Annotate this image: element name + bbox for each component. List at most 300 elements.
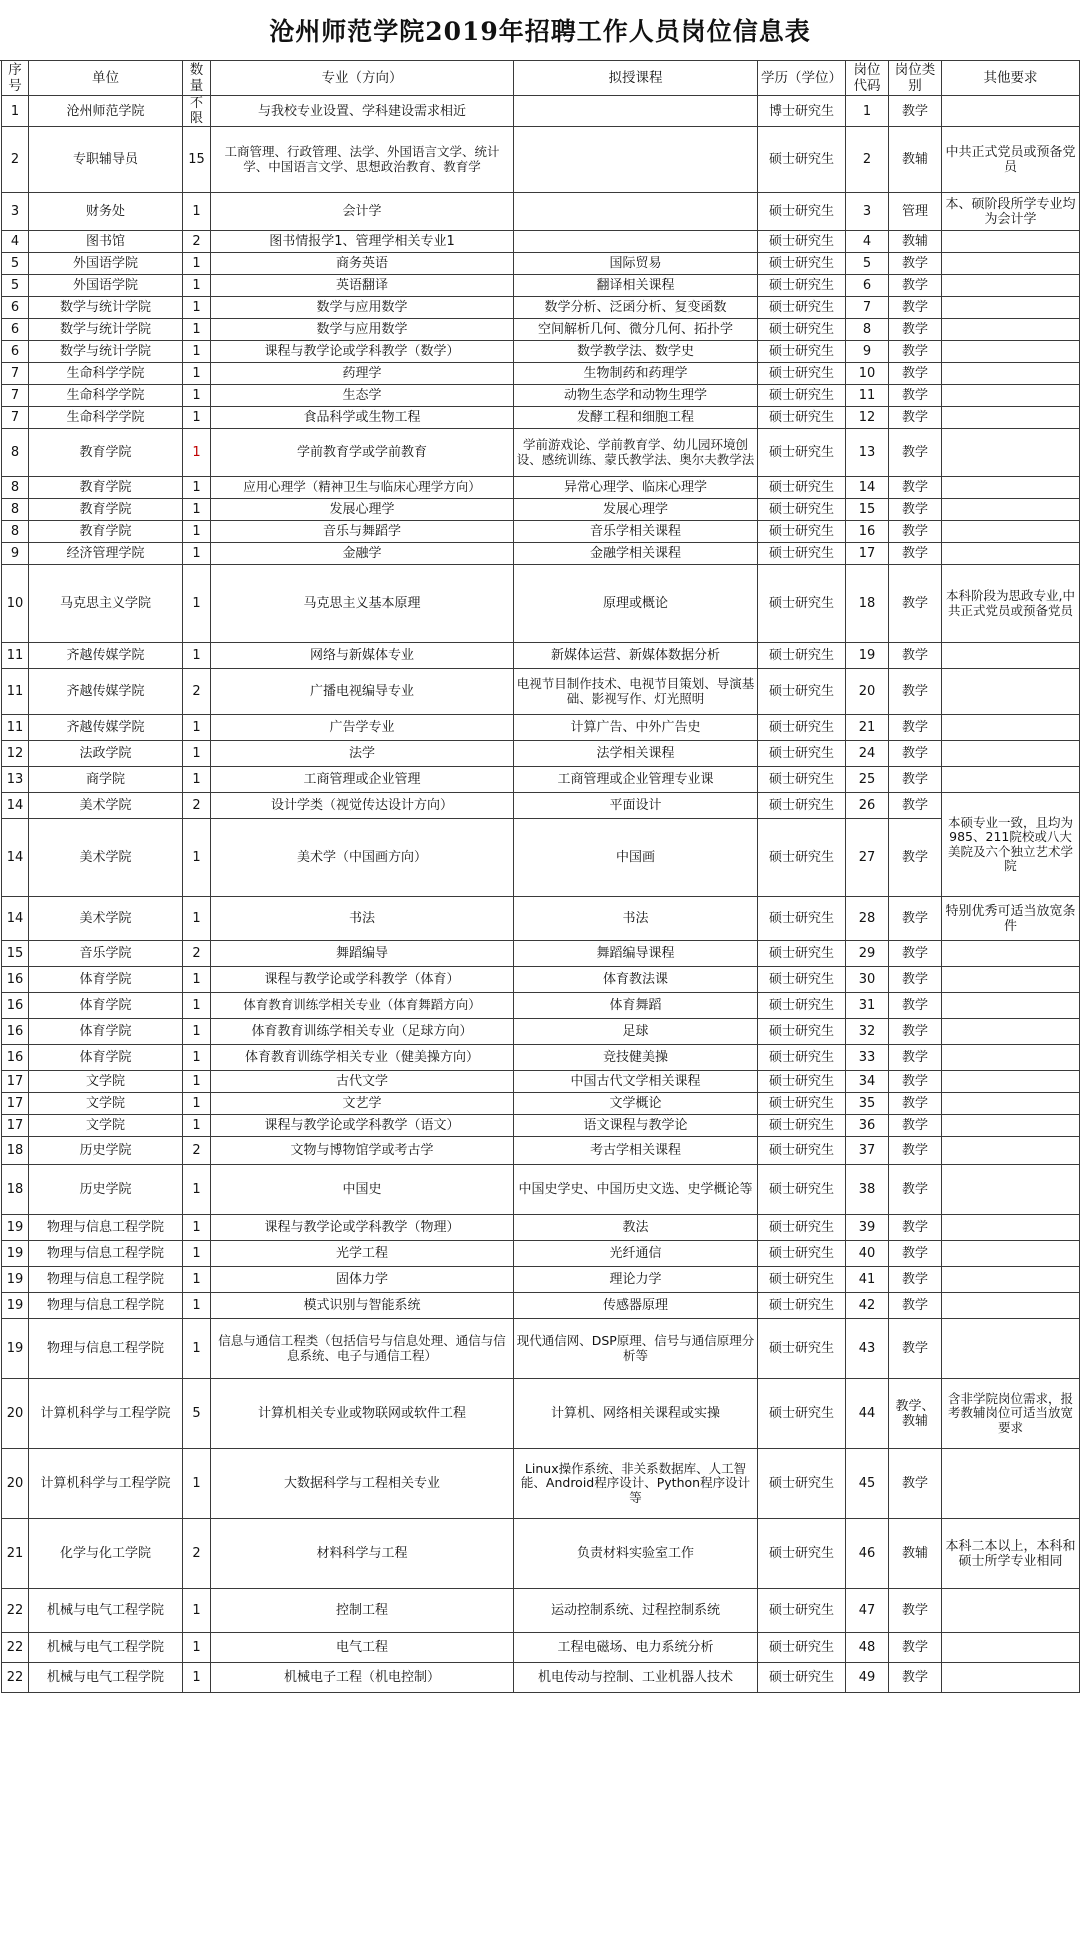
cell-major: 生态学 bbox=[211, 385, 514, 407]
cell-count: 1 bbox=[183, 275, 211, 297]
cell-major: 控制工程 bbox=[211, 1589, 514, 1633]
cell-count: 5 bbox=[183, 1379, 211, 1449]
col-header: 单位 bbox=[29, 61, 183, 96]
cell-seq: 16 bbox=[2, 1019, 29, 1045]
cell-courses: 光纤通信 bbox=[514, 1241, 758, 1267]
cell-courses: 工程电磁场、电力系统分析 bbox=[514, 1633, 758, 1663]
cell-category: 教学 bbox=[889, 1071, 942, 1093]
table-row bbox=[2, 897, 1080, 941]
cell-code: 31 bbox=[846, 993, 889, 1019]
cell-unit: 法政学院 bbox=[29, 741, 183, 767]
table-row bbox=[2, 993, 1080, 1019]
cell-count: 1 bbox=[183, 1319, 211, 1379]
cell-seq: 14 bbox=[2, 819, 29, 897]
cell-degree: 硕士研究生 bbox=[758, 499, 846, 521]
cell-count: 15 bbox=[183, 127, 211, 193]
cell-unit: 物理与信息工程学院 bbox=[29, 1293, 183, 1319]
cell-degree: 硕士研究生 bbox=[758, 385, 846, 407]
cell-courses bbox=[514, 193, 758, 231]
cell-category: 教学 bbox=[889, 941, 942, 967]
cell-seq: 16 bbox=[2, 1045, 29, 1071]
cell-code: 19 bbox=[846, 643, 889, 669]
cell-unit: 机械与电气工程学院 bbox=[29, 1589, 183, 1633]
cell-degree: 硕士研究生 bbox=[758, 275, 846, 297]
col-header: 拟授课程 bbox=[514, 61, 758, 96]
cell-code: 4 bbox=[846, 231, 889, 253]
cell-seq: 14 bbox=[2, 793, 29, 819]
cell-other bbox=[942, 231, 1080, 253]
cell-code: 13 bbox=[846, 429, 889, 477]
table-row bbox=[2, 477, 1080, 499]
cell-courses: 数学教学法、数学史 bbox=[514, 341, 758, 363]
cell-code: 7 bbox=[846, 297, 889, 319]
cell-other bbox=[942, 1165, 1080, 1215]
table-row bbox=[2, 319, 1080, 341]
cell-count: 1 bbox=[183, 521, 211, 543]
cell-other bbox=[942, 993, 1080, 1019]
cell-category: 教学 bbox=[889, 1589, 942, 1633]
cell-code: 2 bbox=[846, 127, 889, 193]
cell-unit: 齐越传媒学院 bbox=[29, 715, 183, 741]
cell-major: 计算机相关专业或物联网或软件工程 bbox=[211, 1379, 514, 1449]
cell-count: 1 bbox=[183, 1663, 211, 1693]
cell-category: 教学 bbox=[889, 793, 942, 819]
cell-count: 1 bbox=[183, 1215, 211, 1241]
positions-table bbox=[1, 60, 1080, 1693]
cell-courses bbox=[514, 231, 758, 253]
cell-unit: 物理与信息工程学院 bbox=[29, 1215, 183, 1241]
table-row bbox=[2, 819, 1080, 897]
cell-unit: 教育学院 bbox=[29, 429, 183, 477]
cell-code: 28 bbox=[846, 897, 889, 941]
cell-courses: 教法 bbox=[514, 1215, 758, 1241]
cell-unit: 美术学院 bbox=[29, 819, 183, 897]
cell-other bbox=[942, 1633, 1080, 1663]
cell-courses: 机电传动与控制、工业机器人技术 bbox=[514, 1663, 758, 1693]
cell-courses: 文学概论 bbox=[514, 1093, 758, 1115]
cell-count: 1 bbox=[183, 253, 211, 275]
cell-degree: 硕士研究生 bbox=[758, 1267, 846, 1293]
table-row bbox=[2, 1589, 1080, 1633]
cell-major: 信息与通信工程类（包括信号与信息处理、通信与信息系统、电子与通信工程） bbox=[211, 1319, 514, 1379]
cell-unit: 齐越传媒学院 bbox=[29, 643, 183, 669]
cell-major: 马克思主义基本原理 bbox=[211, 565, 514, 643]
cell-count: 1 bbox=[183, 1093, 211, 1115]
cell-degree: 硕士研究生 bbox=[758, 127, 846, 193]
table-row bbox=[2, 341, 1080, 363]
cell-other bbox=[942, 1019, 1080, 1045]
table-row bbox=[2, 363, 1080, 385]
cell-count: 1 bbox=[183, 1241, 211, 1267]
table-row bbox=[2, 767, 1080, 793]
cell-degree: 硕士研究生 bbox=[758, 1019, 846, 1045]
cell-code: 27 bbox=[846, 819, 889, 897]
table-row bbox=[2, 193, 1080, 231]
cell-other: 本科阶段为思政专业,中共正式党员或预备党员 bbox=[942, 565, 1080, 643]
cell-seq: 11 bbox=[2, 669, 29, 715]
cell-category: 教学 bbox=[889, 96, 942, 127]
cell-code: 24 bbox=[846, 741, 889, 767]
cell-count: 2 bbox=[183, 941, 211, 967]
table-row bbox=[2, 1019, 1080, 1045]
cell-code: 14 bbox=[846, 477, 889, 499]
table-row bbox=[2, 1449, 1080, 1519]
cell-major: 数学与应用数学 bbox=[211, 297, 514, 319]
cell-unit: 财务处 bbox=[29, 193, 183, 231]
cell-category: 教学 bbox=[889, 319, 942, 341]
cell-seq: 6 bbox=[2, 319, 29, 341]
cell-unit: 物理与信息工程学院 bbox=[29, 1241, 183, 1267]
cell-other bbox=[942, 1093, 1080, 1115]
cell-category: 教学 bbox=[889, 1267, 942, 1293]
cell-unit: 物理与信息工程学院 bbox=[29, 1319, 183, 1379]
cell-other bbox=[942, 1215, 1080, 1241]
cell-count: 1 bbox=[183, 715, 211, 741]
cell-code: 30 bbox=[846, 967, 889, 993]
cell-major: 文物与博物馆学或考古学 bbox=[211, 1137, 514, 1165]
cell-major: 设计学类（视觉传达设计方向） bbox=[211, 793, 514, 819]
col-header: 岗位代码 bbox=[846, 61, 889, 96]
cell-courses: 异常心理学、临床心理学 bbox=[514, 477, 758, 499]
cell-code: 39 bbox=[846, 1215, 889, 1241]
cell-courses: 工商管理或企业管理专业课 bbox=[514, 767, 758, 793]
cell-degree: 硕士研究生 bbox=[758, 819, 846, 897]
cell-major: 体育教育训练学相关专业（足球方向） bbox=[211, 1019, 514, 1045]
cell-code: 49 bbox=[846, 1663, 889, 1693]
cell-category: 教学 bbox=[889, 275, 942, 297]
cell-courses: 音乐学相关课程 bbox=[514, 521, 758, 543]
cell-code: 10 bbox=[846, 363, 889, 385]
cell-code: 29 bbox=[846, 941, 889, 967]
cell-count: 1 bbox=[183, 363, 211, 385]
cell-code: 25 bbox=[846, 767, 889, 793]
cell-category: 教辅 bbox=[889, 127, 942, 193]
cell-major: 大数据科学与工程相关专业 bbox=[211, 1449, 514, 1519]
cell-other: 本科二本以上，本科和硕士所学专业相同 bbox=[942, 1519, 1080, 1589]
cell-unit: 生命科学学院 bbox=[29, 385, 183, 407]
cell-courses: 发酵工程和细胞工程 bbox=[514, 407, 758, 429]
cell-count: 1 bbox=[183, 1019, 211, 1045]
cell-courses: 计算机、网络相关课程或实操 bbox=[514, 1379, 758, 1449]
cell-count: 1 bbox=[183, 565, 211, 643]
cell-category: 教学 bbox=[889, 767, 942, 793]
table-row bbox=[2, 1293, 1080, 1319]
cell-unit: 体育学院 bbox=[29, 993, 183, 1019]
cell-other bbox=[942, 499, 1080, 521]
cell-count: 1 bbox=[183, 767, 211, 793]
cell-code: 12 bbox=[846, 407, 889, 429]
cell-category: 教学 bbox=[889, 297, 942, 319]
table-row bbox=[2, 1663, 1080, 1693]
cell-seq: 3 bbox=[2, 193, 29, 231]
cell-degree: 硕士研究生 bbox=[758, 319, 846, 341]
cell-degree: 硕士研究生 bbox=[758, 741, 846, 767]
cell-seq: 7 bbox=[2, 385, 29, 407]
cell-seq: 19 bbox=[2, 1319, 29, 1379]
cell-courses: 金融学相关课程 bbox=[514, 543, 758, 565]
cell-unit: 文学院 bbox=[29, 1071, 183, 1093]
cell-major: 固体力学 bbox=[211, 1267, 514, 1293]
cell-unit: 数学与统计学院 bbox=[29, 341, 183, 363]
cell-courses: 翻译相关课程 bbox=[514, 275, 758, 297]
cell-other bbox=[942, 767, 1080, 793]
cell-degree: 硕士研究生 bbox=[758, 521, 846, 543]
cell-courses bbox=[514, 96, 758, 127]
cell-major: 课程与教学论或学科教学（体育） bbox=[211, 967, 514, 993]
cell-degree: 硕士研究生 bbox=[758, 715, 846, 741]
cell-major: 工商管理或企业管理 bbox=[211, 767, 514, 793]
cell-courses: 现代通信网、DSP原理、信号与通信原理分析等 bbox=[514, 1319, 758, 1379]
cell-courses: 体育舞蹈 bbox=[514, 993, 758, 1019]
cell-courses: 生物制药和药理学 bbox=[514, 363, 758, 385]
cell-degree: 硕士研究生 bbox=[758, 1165, 846, 1215]
cell-seq: 12 bbox=[2, 741, 29, 767]
cell-major: 电气工程 bbox=[211, 1633, 514, 1663]
cell-other bbox=[942, 1045, 1080, 1071]
cell-degree: 硕士研究生 bbox=[758, 297, 846, 319]
cell-courses: 国际贸易 bbox=[514, 253, 758, 275]
cell-courses: 新媒体运营、新媒体数据分析 bbox=[514, 643, 758, 669]
cell-count: 1 bbox=[183, 993, 211, 1019]
cell-count: 2 bbox=[183, 231, 211, 253]
cell-count: 1 bbox=[183, 429, 211, 477]
cell-count: 1 bbox=[183, 407, 211, 429]
table-row bbox=[2, 793, 1080, 819]
cell-unit: 教育学院 bbox=[29, 499, 183, 521]
cell-courses: 语文课程与教学论 bbox=[514, 1115, 758, 1137]
cell-other bbox=[942, 1071, 1080, 1093]
cell-code: 34 bbox=[846, 1071, 889, 1093]
cell-seq: 21 bbox=[2, 1519, 29, 1589]
cell-category: 教学 bbox=[889, 897, 942, 941]
cell-seq: 16 bbox=[2, 967, 29, 993]
col-header: 学历（学位） bbox=[758, 61, 846, 96]
col-header: 岗位类别 bbox=[889, 61, 942, 96]
col-header: 其他要求 bbox=[942, 61, 1080, 96]
cell-code: 48 bbox=[846, 1633, 889, 1663]
cell-code: 18 bbox=[846, 565, 889, 643]
cell-unit: 美术学院 bbox=[29, 897, 183, 941]
cell-count: 2 bbox=[183, 793, 211, 819]
cell-degree: 硕士研究生 bbox=[758, 1137, 846, 1165]
cell-code: 35 bbox=[846, 1093, 889, 1115]
cell-code: 44 bbox=[846, 1379, 889, 1449]
cell-count: 1 bbox=[183, 477, 211, 499]
table-row bbox=[2, 741, 1080, 767]
col-header: 专业（方向） bbox=[211, 61, 514, 96]
cell-seq: 13 bbox=[2, 767, 29, 793]
cell-degree: 硕士研究生 bbox=[758, 363, 846, 385]
cell-unit: 体育学院 bbox=[29, 1045, 183, 1071]
cell-code: 46 bbox=[846, 1519, 889, 1589]
cell-courses: 平面设计 bbox=[514, 793, 758, 819]
cell-courses: 传感器原理 bbox=[514, 1293, 758, 1319]
cell-courses: 舞蹈编导课程 bbox=[514, 941, 758, 967]
cell-seq: 1 bbox=[2, 96, 29, 127]
cell-courses: 计算广告、中外广告史 bbox=[514, 715, 758, 741]
cell-courses: 数学分析、泛函分析、复变函数 bbox=[514, 297, 758, 319]
cell-unit: 文学院 bbox=[29, 1093, 183, 1115]
header-row bbox=[2, 61, 1080, 96]
cell-unit: 体育学院 bbox=[29, 1019, 183, 1045]
cell-category: 教学 bbox=[889, 819, 942, 897]
cell-seq: 22 bbox=[2, 1663, 29, 1693]
cell-major: 发展心理学 bbox=[211, 499, 514, 521]
cell-courses: 理论力学 bbox=[514, 1267, 758, 1293]
cell-count: 1 bbox=[183, 319, 211, 341]
cell-category: 教学 bbox=[889, 1115, 942, 1137]
cell-unit: 教育学院 bbox=[29, 477, 183, 499]
cell-category: 教学 bbox=[889, 669, 942, 715]
cell-seq: 8 bbox=[2, 521, 29, 543]
cell-code: 21 bbox=[846, 715, 889, 741]
cell-other bbox=[942, 941, 1080, 967]
cell-seq: 22 bbox=[2, 1589, 29, 1633]
col-header: 数量 bbox=[183, 61, 211, 96]
table-row bbox=[2, 231, 1080, 253]
cell-unit: 沧州师范学院 bbox=[29, 96, 183, 127]
cell-major: 工商管理、行政管理、法学、外国语言文学、统计学、中国语言文学、思想政治教育、教育学 bbox=[211, 127, 514, 193]
cell-other: 含非学院岗位需求，报考教辅岗位可适当放宽要求 bbox=[942, 1379, 1080, 1449]
cell-count: 1 bbox=[183, 741, 211, 767]
cell-code: 8 bbox=[846, 319, 889, 341]
cell-code: 37 bbox=[846, 1137, 889, 1165]
cell-seq: 9 bbox=[2, 543, 29, 565]
cell-code: 36 bbox=[846, 1115, 889, 1137]
cell-category: 教学 bbox=[889, 1663, 942, 1693]
cell-courses: 发展心理学 bbox=[514, 499, 758, 521]
table-row bbox=[2, 1137, 1080, 1165]
cell-other bbox=[942, 1663, 1080, 1693]
table-row bbox=[2, 565, 1080, 643]
col-header: 序号 bbox=[2, 61, 29, 96]
cell-major: 机械电子工程（机电控制） bbox=[211, 1663, 514, 1693]
cell-courses: 中国画 bbox=[514, 819, 758, 897]
cell-seq: 5 bbox=[2, 275, 29, 297]
cell-seq: 7 bbox=[2, 407, 29, 429]
cell-unit: 专职辅导员 bbox=[29, 127, 183, 193]
cell-count: 1 bbox=[183, 499, 211, 521]
cell-count: 1 bbox=[183, 385, 211, 407]
cell-major: 古代文学 bbox=[211, 1071, 514, 1093]
cell-other bbox=[942, 1267, 1080, 1293]
cell-seq: 18 bbox=[2, 1137, 29, 1165]
cell-category: 教学 bbox=[889, 1045, 942, 1071]
cell-unit: 机械与电气工程学院 bbox=[29, 1663, 183, 1693]
cell-seq: 17 bbox=[2, 1093, 29, 1115]
cell-degree: 硕士研究生 bbox=[758, 193, 846, 231]
cell-other bbox=[942, 643, 1080, 669]
cell-code: 6 bbox=[846, 275, 889, 297]
cell-courses: 负责材料实验室工作 bbox=[514, 1519, 758, 1589]
cell-category: 教学 bbox=[889, 1019, 942, 1045]
cell-major: 课程与教学论或学科教学（数学） bbox=[211, 341, 514, 363]
cell-other bbox=[942, 275, 1080, 297]
table-row bbox=[2, 407, 1080, 429]
cell-code: 1 bbox=[846, 96, 889, 127]
cell-major: 学前教育学或学前教育 bbox=[211, 429, 514, 477]
cell-category: 教学 bbox=[889, 993, 942, 1019]
cell-category: 教学 bbox=[889, 1215, 942, 1241]
cell-courses: 运动控制系统、过程控制系统 bbox=[514, 1589, 758, 1633]
cell-other bbox=[942, 967, 1080, 993]
cell-major: 音乐与舞蹈学 bbox=[211, 521, 514, 543]
page-title: 沧州师范学院2019年招聘工作人员岗位信息表 bbox=[0, 0, 1080, 61]
cell-count: 1 bbox=[183, 1267, 211, 1293]
cell-seq: 5 bbox=[2, 253, 29, 275]
cell-count: 1 bbox=[183, 897, 211, 941]
cell-category: 教学 bbox=[889, 565, 942, 643]
cell-major: 会计学 bbox=[211, 193, 514, 231]
cell-unit: 美术学院 bbox=[29, 793, 183, 819]
cell-degree: 硕士研究生 bbox=[758, 1071, 846, 1093]
cell-count: 2 bbox=[183, 1519, 211, 1589]
cell-count: 1 bbox=[183, 1589, 211, 1633]
cell-seq: 8 bbox=[2, 477, 29, 499]
table-row bbox=[2, 521, 1080, 543]
cell-unit: 机械与电气工程学院 bbox=[29, 1633, 183, 1663]
cell-degree: 硕士研究生 bbox=[758, 477, 846, 499]
cell-unit: 图书馆 bbox=[29, 231, 183, 253]
cell-count: 1 bbox=[183, 1449, 211, 1519]
cell-seq: 14 bbox=[2, 897, 29, 941]
cell-code: 32 bbox=[846, 1019, 889, 1045]
table-row bbox=[2, 1093, 1080, 1115]
cell-count: 1 bbox=[183, 193, 211, 231]
cell-category: 管理 bbox=[889, 193, 942, 231]
table-row bbox=[2, 253, 1080, 275]
cell-seq: 15 bbox=[2, 941, 29, 967]
cell-other bbox=[942, 407, 1080, 429]
cell-major: 模式识别与智能系统 bbox=[211, 1293, 514, 1319]
cell-code: 5 bbox=[846, 253, 889, 275]
table-row bbox=[2, 1115, 1080, 1137]
cell-unit: 齐越传媒学院 bbox=[29, 669, 183, 715]
cell-degree: 硕士研究生 bbox=[758, 1589, 846, 1633]
cell-other bbox=[942, 319, 1080, 341]
cell-other bbox=[942, 1115, 1080, 1137]
cell-major: 网络与新媒体专业 bbox=[211, 643, 514, 669]
cell-major: 与我校专业设置、学科建设需求相近 bbox=[211, 96, 514, 127]
table-row bbox=[2, 643, 1080, 669]
cell-count: 1 bbox=[183, 1165, 211, 1215]
table-row bbox=[2, 385, 1080, 407]
cell-category: 教学 bbox=[889, 253, 942, 275]
table-row bbox=[2, 1379, 1080, 1449]
cell-seq: 2 bbox=[2, 127, 29, 193]
cell-degree: 硕士研究生 bbox=[758, 1241, 846, 1267]
cell-category: 教学 bbox=[889, 1241, 942, 1267]
cell-degree: 硕士研究生 bbox=[758, 543, 846, 565]
cell-unit: 生命科学学院 bbox=[29, 407, 183, 429]
cell-count: 1 bbox=[183, 1293, 211, 1319]
cell-degree: 硕士研究生 bbox=[758, 1319, 846, 1379]
table-row bbox=[2, 96, 1080, 127]
cell-major: 广播电视编导专业 bbox=[211, 669, 514, 715]
cell-seq: 16 bbox=[2, 993, 29, 1019]
cell-seq: 6 bbox=[2, 341, 29, 363]
cell-unit: 数学与统计学院 bbox=[29, 297, 183, 319]
cell-courses: 中国史学史、中国历史文选、史学概论等 bbox=[514, 1165, 758, 1215]
cell-seq: 11 bbox=[2, 715, 29, 741]
cell-code: 3 bbox=[846, 193, 889, 231]
cell-other bbox=[942, 341, 1080, 363]
cell-degree: 硕士研究生 bbox=[758, 669, 846, 715]
cell-major: 舞蹈编导 bbox=[211, 941, 514, 967]
cell-category: 教学 bbox=[889, 363, 942, 385]
cell-category: 教学 bbox=[889, 741, 942, 767]
cell-degree: 博士研究生 bbox=[758, 96, 846, 127]
